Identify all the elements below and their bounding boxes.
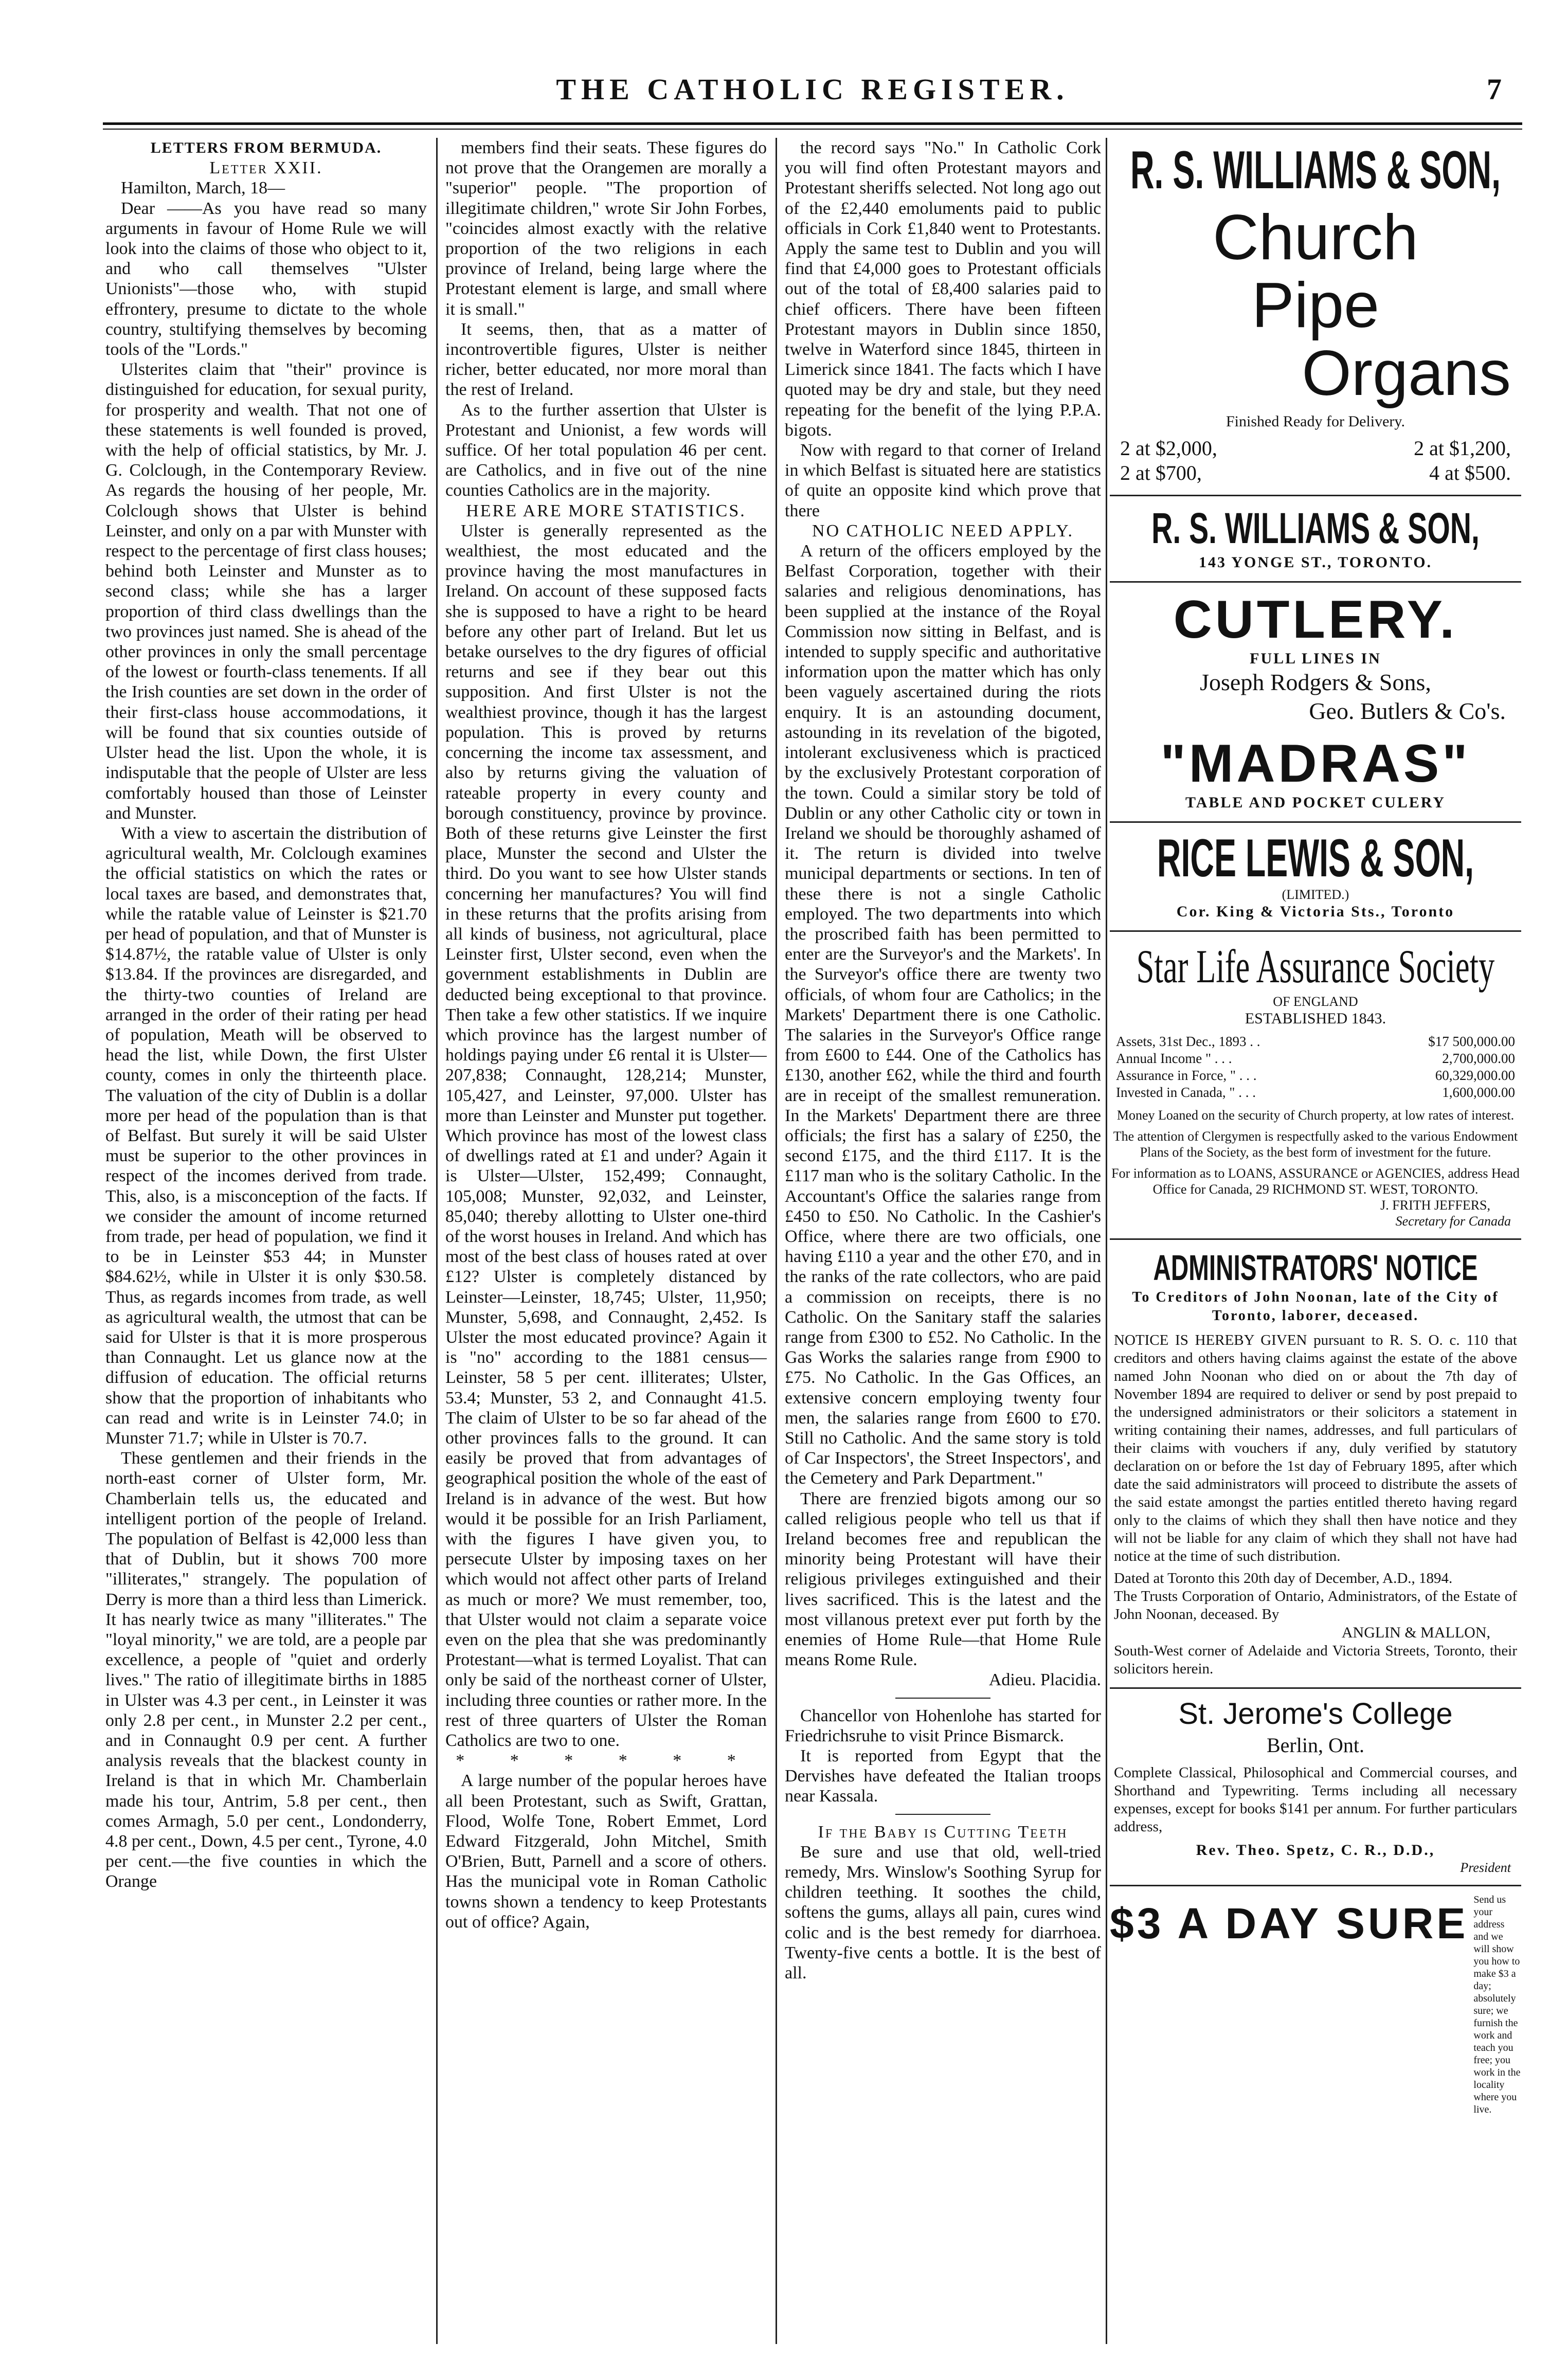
section-rule <box>895 1698 990 1699</box>
paragraph: Hamilton, March, 18— <box>121 178 285 198</box>
starlife-row <box>1110 1033 1521 1050</box>
ad-cutlery <box>1110 583 1521 823</box>
subheading: NO CATHOLIC NEED APPLY. <box>812 521 1074 540</box>
starlife-row-value: $17 500,000.00 <box>1428 1034 1515 1049</box>
paragraph: There are frenzied bigots among our so called religious people who tell us that if Ireland becomes free and republican the minority being Protestant will have their religious privileges extinguished and their lives sacrificed. This is the latest and the most villanous pretext ever put forth by the enemies of Home Rule—that Home Rule means Rome Rule. <box>785 1489 1101 1670</box>
section-rule <box>895 1814 990 1815</box>
signature: Adieu. Placidia. <box>988 1670 1101 1690</box>
masthead <box>103 72 1522 129</box>
ad-administrators-notice <box>1110 1240 1521 1689</box>
rice-limited: (LIMITED.) <box>1282 887 1349 902</box>
cutlery-title: CUTLERY. <box>1173 590 1458 650</box>
column-divider-1 <box>436 138 438 2344</box>
ad-organs: Organs <box>1302 338 1511 409</box>
madras-title: "MADRAS" <box>1160 734 1471 794</box>
column-divider-3 <box>1106 138 1107 2344</box>
paragraph: Now with regard to that corner of Ireland in which Belfast is situated here are statistics of quite an opposite kind which prove that there <box>785 441 1101 520</box>
aday-big: $3 A DAY SURE <box>1110 1899 1469 1948</box>
starlife-row-value: 60,329,000.00 <box>1435 1068 1515 1083</box>
ad-st-jeromes <box>1110 1689 1521 1886</box>
admin-firm: ANGLIN & MALLON, <box>1341 1624 1490 1641</box>
ad-pipe: Pipe <box>1251 270 1380 341</box>
starlife-row <box>1110 1050 1521 1067</box>
paragraph: the record says "No." In Catholic Cork you will find often Protestant mayors and Protestant sheriffs selected. Not long ago out of the £2,440 emoluments paid to public officials in Cork £1,840 went to Protestants. Apply the same test to Dublin and you will find that £4,000 goes to Protestant officials out of the total of £8,400 salaries paid to chief officers. There have been fifteen Protestant mayors in Dublin since 1850, twelve in Waterford since 1845, thirteen in Limerick since 1841. The facts which I have quoted may be dry and stale, but they need repeating for the benefit of the lying P.P.A. bigots. <box>785 138 1101 440</box>
aday-text: Send us your address and we will show you how to make $3 a day; absolutely sure; we furnish the work and teach you free; you work in the locality where you live. <box>1473 1894 1521 2115</box>
admin-trusts: The Trusts Corporation of Ontario, Administrators, of the Estate of John Noonan, deceased. By <box>1114 1588 1517 1623</box>
starlife-row-label: Assurance in Force, " . . . <box>1116 1068 1257 1083</box>
jerome-place: Berlin, Ont. <box>1267 1734 1364 1757</box>
column-3 <box>785 138 1101 2344</box>
rice-address: Cor. King & Victoria Sts., Toronto <box>1176 903 1455 920</box>
ad-ready: Finished Ready for Delivery. <box>1226 413 1405 430</box>
ad-three-dollars <box>1110 1886 1521 2125</box>
ad-church: Church <box>1213 202 1418 273</box>
paragraph: It is reported from Egypt that the Dervishes have defeated the Italian troops near Kassala. <box>785 1746 1101 1806</box>
starlife-row-label: Annual Income " . . . <box>1116 1051 1232 1066</box>
starlife-row <box>1110 1067 1521 1084</box>
subheading: HERE ARE MORE STATISTICS. <box>466 501 746 520</box>
starlife-money: Money Loaned on the security of Church property, at low rates of interest. <box>1116 1108 1515 1123</box>
jerome-text: Complete Classical, Philosophical and Commercial courses, and Shorthand and Typewriting. Terms including all necessary expenses, except for books $141 per annum. For further particulars address, <box>1114 1764 1517 1835</box>
jerome-pres: President <box>1460 1860 1511 1875</box>
paragraph: Ulsterites claim that "their" province is distinguished for education, for sexual purity, for prosperity and wealth. That not one of these statements is well founded is proved, with the help of official statistics, by Mr. J. G. Colclough, in the Contemporary Review. As regards the housing of her people, Mr. Colclough shows that Ulster is behind Leinster, and only on a par with Munster with respect to the percentage of first class houses; behind both Leinster and Munster as to second class; while she has a larger proportion of third class dwellings than the two provinces just named. She is ahead of the other provinces in only the small percentage of the lowest or fourth-class tenements. If all the Irish counties are set down in the order of their first-class house accommodations, it will be found that six counties outside of Ulster head the list. Upon the whole, it is indisputable that the people of Ulster are less comfortably housed than those of Leinster and Munster. <box>105 360 427 823</box>
paragraph: A large number of the popular heroes have all been Protestant, such as Swift, Grattan, Flood, Wolfe Tone, Robert Emmet, Lord Edward Fitzgerald, John Mitchel, Smith O'Brien, Butt, Parnell and a score of others. Has the municipal vote in Roman Catholic towns shown a tendency to keep Protestants out of office? Again, <box>445 1771 767 1932</box>
ad-star-life <box>1110 932 1521 1240</box>
jerome-rev: Rev. Theo. Spetz, C. R., D.D., <box>1196 1842 1435 1859</box>
starlife-row-value: 2,700,000.00 <box>1442 1051 1515 1066</box>
paragraph: These gentlemen and their friends in the north-east corner of Ulster form, Mr. Chamberlain tells us, the educated and intelligent portion of the people of Ireland. The population of Belfast is 42,000 less than that of Dublin, but it shows 700 more "illiterates," strangely. The population of Derry is more than a third less than Limerick. It has nearly twice as many "illiterates." The "loyal minority," we are told, are a people par excellence, a people of "quiet and orderly lives." The ratio of illegitimate births in 1885 in Ulster was 4.3 per cent., in Leinster it was only 2.8 per cent., in Munster 2.2 per cent., and in Connaught 0.9 per cent. A further analysis reveals that the blackest county in Ireland is that in which Mr. Chamberlain made his tour, Antrim, 5.8 per cent., then comes Armagh, 5.0 per cent., Londonderry, 4.8 per cent., Down, 4.5 per cent., Tyrone, 4.0 per cent.—the five counties in which the Orange <box>105 1449 427 1891</box>
starlife-row <box>1110 1084 1521 1101</box>
column-2 <box>445 138 767 2344</box>
ad-williams-organs <box>1110 135 1521 496</box>
price-item: 2 at $700, <box>1120 461 1202 484</box>
admin-notice-text: NOTICE IS HEREBY GIVEN pursuant to R. S. O. c. 110 that creditors and others having claims against the estate of the above named John Noonan who died on or about the 7th day of November 1894 are required to deliver or send by post prepaid to the undersigned administrators or their solicitors a statement in writing containing their names, addresses, and full particulars of their claims with vouchers if any, duly verified by statutory declaration on or before the 1st day of February 1895, after which date the said administrators will proceed to distribute the assets of the said estate amongst the parties entitled thereto having regard only to the claims of which they shall then have notice and they will not be liable for any claim of which they shall not have had notice at the time of such distribution. <box>1114 1332 1517 1564</box>
subheading: Letter XXII. <box>209 158 323 178</box>
starlife-row-label: Invested in Canada, " . . . <box>1116 1085 1256 1100</box>
starlife-info: For information as to LOANS, ASSURANCE or AGENCIES, address Head Office for Canada, 29 RICHMOND ST. WEST, TORONTO. <box>1111 1166 1520 1197</box>
starlife-agent-title: Secretary for Canada <box>1395 1214 1511 1229</box>
ad-williams-address <box>1110 496 1521 583</box>
masthead-rule-thick <box>103 122 1522 125</box>
paragraph: A return of the officers employed by the Belfast Corporation, together with their salaries and religious denominations, has been supplied at the instance of the Royal Commission now sitting in Belfast, and is intended to supply specific and authoritative information upon the matter which has only been vaguely ascertained during the riots enquiry. It is an astounding document, astounding in its revelation of the bigoted, intolerant exclusiveness which is practiced by the exclusively Protestant corporation of the town. Could a similar story be told of Dublin or any other Catholic city or town in Ireland we should be thoroughly ashamed of it. The return is divided into twelve municipal departments or sections. In ten of these there is not a single Catholic employed. The two departments into which the proscribed faith has been permitted to enter are the Surveyor's and the Markets'. In the Surveyor's office there are twenty two officials, of whom four are Catholics; in the Markets' Department there is one Catholic. The salaries in the Surveyor's Office range from £600 to £44. One of the Catholics has £130, another £62, while the third and fourth are in receipt of the smallest remuneration. In the Markets' Department there are three officials; the first has a salary of £250, the second £175, and the third £117. It is the £117 man who is the solitary Catholic. In the Accountant's Office the salaries range from £450 to £50. No Catholic. In the Cashier's Office, where there are two officials, one having £110 a year and the other £70, and in the ranks of the rate collectors, who are paid a commission on receipts, there is no Catholic. On the Sanitary staff the salaries range from £300 to £52. No Catholic. In the Gas Works the salaries range from £900 to £75. No Catholic. In the Gas Offices, an extensive concern employing twenty four men, the salaries range from £600 to £70. Still no Catholic. And the same story is told of Car Inspectors', the Street Inspectors', and the Cemetery and Park Department." <box>785 542 1101 1488</box>
price-item: 2 at $2,000, <box>1120 437 1217 460</box>
article-headline: LETTERS FROM BERMUDA. <box>150 139 382 156</box>
paragraph: Dear ——As you have read so many arguments in favour of Home Rule we will look into the claims of those who object to it, and who call themselves "Ulster Unionists"—those who, with stupid effrontery, presume to dictate to the whole country, stultifying themselves by becoming tools of the "Lords." <box>105 199 427 359</box>
page-number: 7 <box>1487 73 1502 106</box>
starlife-row-label: Assets, 31st Dec., 1893 . . <box>1116 1034 1260 1049</box>
starlife-row-value: 1,600,000.00 <box>1442 1085 1515 1100</box>
rice-name: RICE LEWIS & SON, <box>1157 828 1474 888</box>
price-item: 4 at $500. <box>1429 461 1511 484</box>
paragraph: Chancellor von Hohenlohe has started for Friedrichsruhe to visit Prince Bismarck. <box>785 1706 1101 1745</box>
starlife-name: Star Life Assurance Society <box>1136 940 1495 993</box>
advertisement-column <box>1110 135 1521 2351</box>
paragraph: It seems, then, that as a matter of incontrovertible figures, Ulster is neither richer, better educated, nor more moral than the rest of Ireland. <box>445 319 767 400</box>
price-item: 2 at $1,200, <box>1414 437 1511 460</box>
paragraph: Be sure and use that old, well-tried remedy, Mrs. Winslow's Soothing Syrup for children teething. It soothes the child, softens the gums, allays all pain, cures wind colic and is the best remedy for diarrhoea. Twenty-five cents a bottle. It is the best of all. <box>785 1842 1101 1983</box>
column-1 <box>105 138 427 2344</box>
masthead-rule-thin <box>103 129 1522 130</box>
cutlery-maker-2: Geo. Butlers & Co's. <box>1309 698 1506 724</box>
starlife-agent: J. FRITH JEFFERS, <box>1380 1198 1490 1213</box>
paragraph: As to the further assertion that Ulster is Protestant and Unionist, a few words will suffice. Of her total population 46 per cent. are Catholics, and in five out of the nine counties Catholics are in the majority. <box>445 400 767 500</box>
admin-title: ADMINISTRATORS' NOTICE <box>1153 1248 1478 1288</box>
starlife-of: OF ENGLAND <box>1273 994 1358 1009</box>
ad-rice-lewis <box>1110 823 1521 932</box>
starlife-clergy: The attention of Clergymen is respectfully asked to the various Endowment Plans of the Society, as the best form of investment for the future. <box>1113 1129 1518 1160</box>
madras-sub: TABLE AND POCKET CULERY <box>1185 794 1446 811</box>
paragraph: With a view to ascertain the distribution of agricultural wealth, Mr. Colclough examines the official statistics on which the rates or local taxes are based, and demonstrates that, while the ratable value of Leinster is $21.70 per head of population, and that of Munster is $14.87½, the ratable value of Ulster is only $13.84. If the provinces are disregarded, and the thirty-two counties of Ireland are arranged in the order of their rating per head of population, Meath will be observed to head the list, while Down, the first Ulster county, comes in only the thirteenth place. The valuation of the city of Dublin is a dollar more per head of the population than is that of Belfast. But surely it will be said Ulster must be superior to the other provinces in respect of the incomes derived from trade. This, also, is a misconception of the facts. If we consider the amount of income returned from trade, per head of population, we find it to be in Leinster $53 44; in Munster $84.62½, while in Ulster it is only $30.58. Thus, as regards incomes from trade, as well as agricultural wealth, the utmost that can be said for Ulster is that it is more prosperous than Connaught. Let us glance now at the diffusion of education. The official returns show that the proportion of inhabitants who can read and write is in Leinster 74.0; in Munster 71.7; while in Ulster is 70.7. <box>105 823 427 1448</box>
subheading: If the Baby is Cutting Teeth <box>818 1822 1068 1842</box>
cutlery-lines: FULL LINES IN <box>1250 650 1381 667</box>
admin-dated: Dated at Toronto this 20th day of December, A.D., 1894. <box>1114 1570 1453 1587</box>
starlife-est: ESTABLISHED 1843. <box>1245 1010 1386 1027</box>
jerome-name: St. Jerome's College <box>1178 1697 1453 1731</box>
williams-name: R. S. WILLIAMS & SON, <box>1130 140 1501 200</box>
admin-firm-address: South-West corner of Adelaide and Victoria Streets, Toronto, their solicitors herein. <box>1114 1643 1517 1677</box>
newspaper-title: THE CATHOLIC REGISTER. <box>556 73 1069 106</box>
section-stars: * * * * * * <box>456 1751 756 1771</box>
paragraph: members find their seats. These figures do not prove that the Orangemen are morally a "superior" people. "The proportion of illegitimate children," wrote Sir John Forbes, "coincides almost exactly with the relative proportion of the two religions in each province of Ireland, being large where the Protestant element is large, and small where it is small." <box>445 138 767 319</box>
column-divider-2 <box>776 138 777 2344</box>
williams-name-2: R. S. WILLIAMS & SON, <box>1151 504 1480 552</box>
starlife-table <box>1110 1033 1521 1101</box>
williams-address: 143 YONGE ST., TORONTO. <box>1198 554 1433 571</box>
cutlery-maker-1: Joseph Rodgers & Sons, <box>1200 669 1431 695</box>
paragraph: Ulster is generally represented as the wealthiest, the most educated and the province having the most manufactures in Ireland. On account of these supposed facts she is supposed to have a right to be heard before any other part of Ireland. But let us betake ourselves to the dry figures of official returns and see if they bear out this supposition. And first Ulster is not the wealthiest province, though it has the largest population. This is proved by returns concerning the income tax assessment, and also by returns giving the valuation of rateable property in every county and borough constituency, province by province. Both of these returns give Leinster the first place, Munster the second and Ulster the third. Do you want to see how Ulster stands concerning her manufactures? You will find in these returns that the profits arising from all kinds of business, not agricultural, place Leinster first, Ulster second, even when the government establishments in Dublin are deducted being exceptional to that province. Then take a few other statistics. If we inquire which province has the largest number of holdings paying under £6 rental it is Ulster—207,838; Connaught, 128,214; Munster, 105,427, and Leinster, 97,000. Ulster has more than Leinster and Munster put together. Which province has most of the lowest class of dwellings rated at £1 and under? Again it is Ulster—Ulster, 152,499; Connaught, 105,008; Munster, 92,032, and Leinster, 85,040; thereby allotting to Ulster one-third of the worst houses in Ireland. And which has most of the best class of houses rated at over £12? Ulster is completely distanced by Leinster—Leinster, 18,745; Ulster, 11,950; Munster, 5,698, and Connaught, 2,452. Is Ulster the most educated province? Again it is "no" according to the 1881 census—Leinster, 58 5 per cent. illiterates; Ulster, 53.4; Munster, 53 2, and Connaught 41.5. The claim of Ulster to be so far ahead of the other provinces falls to the ground. It can easily be proved that from advantages of geographical position the whole of the east of Ireland is in advance of the west. But how would it be possible for an Irish Parliament, with the figures I have given you, to persecute Ulster by imposing taxes on her which would not affect other parts of Ireland as much or more? We must remember, too, that Ulster would not claim a separate voice even on the plea that she was predominantly Protestant—what is termed Loyalist. That can only be said of the northeast corner of Ulster, including three counties or rather more. In the rest of three quarters of Ulster the Roman Catholics are two to one. <box>445 521 767 1751</box>
price-grid <box>1110 436 1521 485</box>
admin-to: To Creditors of John Noonan, late of the City of Toronto, laborer, deceased. <box>1132 1289 1499 1324</box>
